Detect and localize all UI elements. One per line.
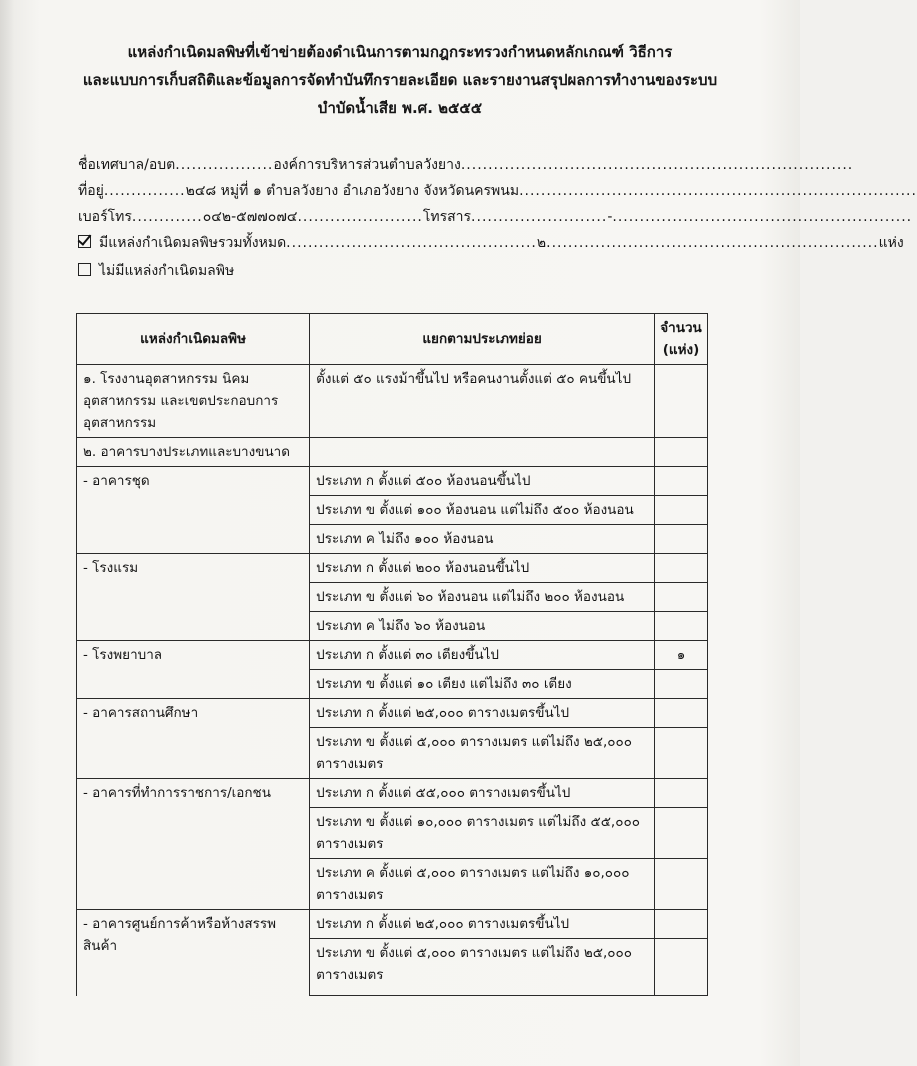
subtype-cell: ประเภท ก ตั้งแต่ ๓๐ เตียงขึ้นไป — [310, 641, 655, 670]
address-label: ที่อยู่ — [78, 183, 104, 199]
count-cell — [655, 699, 708, 728]
source-cell: ๑. โรงงานอุตสาหกรรม นิคมอุตสาหกรรม และเขตประกอบการอุตสาหกรรม — [77, 365, 310, 438]
title-line-2: และแบบการเก็บสถิติและข้อมูลการจัดทำบันทึกรายละเอียด และรายงานสรุปผลการทำงานของระบบ — [82, 71, 718, 89]
has-sources-line: มีแหล่งกำเนิดมลพิษรวมทั้งหมด..............................................๒.............................................................แห่ง — [78, 230, 718, 256]
subtype-cell — [310, 438, 655, 467]
subtype-cell: ประเภท ข ตั้งแต่ ๑๐ เตียง แต่ไม่ถึง ๓๐ เตียง — [310, 670, 655, 699]
page-edge-shadow — [0, 0, 14, 1066]
header-count-line-1: จำนวน — [660, 320, 702, 336]
municipality-label: ชื่อเทศบาล/อบต — [78, 157, 176, 173]
phone-line: เบอร์โทร.............๐๔๒-๕๗๗๐๗๔.......................โทรสาร.........................-....................................................... — [78, 209, 913, 225]
phone-label: เบอร์โทร — [78, 209, 132, 225]
phone-value: ๐๔๒-๕๗๗๐๗๔ — [202, 209, 298, 225]
table-row — [77, 467, 708, 496]
count-cell — [655, 779, 708, 808]
fax-label: โทรสาร — [422, 209, 472, 225]
no-sources-checkbox[interactable] — [78, 263, 91, 276]
header-count-line-2: (แห่ง) — [662, 342, 700, 358]
has-sources-value: ๒ — [536, 235, 547, 251]
address-line: ที่อยู่...............๒๔๘ หมู่ที่ ๑ ตำบลวังยาง อำเภอวังยาง จังหวัดนครพนม......................................................................... — [78, 183, 917, 199]
pollution-source-table — [76, 313, 708, 996]
fax-value: - — [607, 209, 613, 225]
subtype-cell: ประเภท ก ตั้งแต่ ๕๐๐ ห้องนอนขึ้นไป — [310, 467, 655, 496]
count-cell — [655, 859, 708, 910]
subtype-cell: ประเภท ข ตั้งแต่ ๑๐๐ ห้องนอน แต่ไม่ถึง ๕๐๐ ห้องนอน — [310, 496, 655, 525]
count-cell — [655, 728, 708, 779]
table-row — [77, 641, 708, 670]
count-cell — [655, 467, 708, 496]
title-line-3: บำบัดน้ำเสีย พ.ศ. ๒๕๕๕ — [317, 99, 483, 117]
source-cell: - อาคารสถานศึกษา — [77, 699, 310, 779]
subtype-cell: ประเภท ก ตั้งแต่ ๒๐๐ ห้องนอนขึ้นไป — [310, 554, 655, 583]
subtype-cell: ประเภท ค ตั้งแต่ ๕,๐๐๐ ตารางเมตร แต่ไม่ถึง ๑๐,๐๐๐ ตารางเมตร — [310, 859, 655, 910]
table-row — [77, 438, 708, 467]
municipality-line: ชื่อเทศบาล/อบต..................องค์การบริหารส่วนตำบลวังยาง........................................................................ — [78, 157, 854, 173]
subtype-cell: ประเภท ค ไม่ถึง ๖๐ ห้องนอน — [310, 612, 655, 641]
count-cell — [655, 496, 708, 525]
count-cell — [655, 583, 708, 612]
count-cell: ๑ — [655, 641, 708, 670]
count-cell — [655, 939, 708, 996]
subtype-cell: ประเภท ข ตั้งแต่ ๕,๐๐๐ ตารางเมตร แต่ไม่ถึง ๒๕,๐๐๐ ตารางเมตร — [310, 939, 655, 996]
address-value: ๒๔๘ หมู่ที่ ๑ ตำบลวังยาง อำเภอวังยาง จังหวัดนครพนม — [185, 183, 520, 199]
count-cell — [655, 670, 708, 699]
subtype-cell: ประเภท ก ตั้งแต่ ๒๕,๐๐๐ ตารางเมตรขึ้นไป — [310, 699, 655, 728]
document-title — [60, 38, 740, 122]
subtype-cell: ตั้งแต่ ๕๐ แรงม้าขึ้นไป หรือคนงานตั้งแต่ ๕๐ คนขึ้นไป — [310, 365, 655, 438]
table-row — [77, 910, 708, 939]
subtype-cell: ประเภท ค ไม่ถึง ๑๐๐ ห้องนอน — [310, 525, 655, 554]
count-cell — [655, 554, 708, 583]
header-count — [655, 314, 708, 365]
source-cell: - โรงแรม — [77, 554, 310, 641]
has-sources-label: มีแหล่งกำเนิดมลพิษรวมทั้งหมด — [99, 235, 287, 251]
table-row — [77, 554, 708, 583]
info-section — [78, 152, 917, 284]
section-cell: ๒. อาคารบางประเภทและบางขนาด — [77, 438, 310, 467]
municipality-value: องค์การบริหารส่วนตำบลวังยาง — [273, 157, 461, 173]
subtype-cell: ประเภท ก ตั้งแต่ ๕๕,๐๐๐ ตารางเมตรขึ้นไป — [310, 779, 655, 808]
title-line-1: แหล่งกำเนิดมลพิษที่เข้าข่ายต้องดำเนินการตามกฎกระทรวงกำหนดหลักเกณฑ์ วิธีการ — [127, 43, 673, 61]
subtype-cell: ประเภท ก ตั้งแต่ ๒๕,๐๐๐ ตารางเมตรขึ้นไป — [310, 910, 655, 939]
no-sources-label: ไม่มีแหล่งกำเนิดมลพิษ — [99, 263, 235, 279]
has-sources-checkbox[interactable] — [78, 235, 91, 248]
count-cell — [655, 438, 708, 467]
table-row — [77, 365, 708, 438]
table-row — [77, 699, 708, 728]
count-cell — [655, 365, 708, 438]
source-cell: - อาคารที่ทำการราชการ/เอกชน — [77, 779, 310, 910]
table-header-row — [77, 314, 708, 365]
table-row — [77, 779, 708, 808]
has-sources-unit: แห่ง — [878, 235, 904, 251]
count-cell — [655, 808, 708, 859]
source-cell: - โรงพยาบาล — [77, 641, 310, 699]
source-cell: - อาคารชุด — [77, 467, 310, 554]
header-source: แหล่งกำเนิดมลพิษ — [77, 314, 310, 365]
count-cell — [655, 612, 708, 641]
subtype-cell: ประเภท ข ตั้งแต่ ๖๐ ห้องนอน แต่ไม่ถึง ๒๐๐ ห้องนอน — [310, 583, 655, 612]
subtype-cell: ประเภท ข ตั้งแต่ ๑๐,๐๐๐ ตารางเมตร แต่ไม่ถึง ๕๕,๐๐๐ ตารางเมตร — [310, 808, 655, 859]
source-cell: - อาคารศูนย์การค้าหรือห้างสรรพสินค้า — [77, 910, 310, 996]
count-cell — [655, 525, 708, 554]
header-subtype: แยกตามประเภทย่อย — [310, 314, 655, 365]
subtype-cell: ประเภท ข ตั้งแต่ ๕,๐๐๐ ตารางเมตร แต่ไม่ถึง ๒๕,๐๐๐ ตารางเมตร — [310, 728, 655, 779]
no-sources-line — [78, 258, 718, 284]
count-cell — [655, 910, 708, 939]
